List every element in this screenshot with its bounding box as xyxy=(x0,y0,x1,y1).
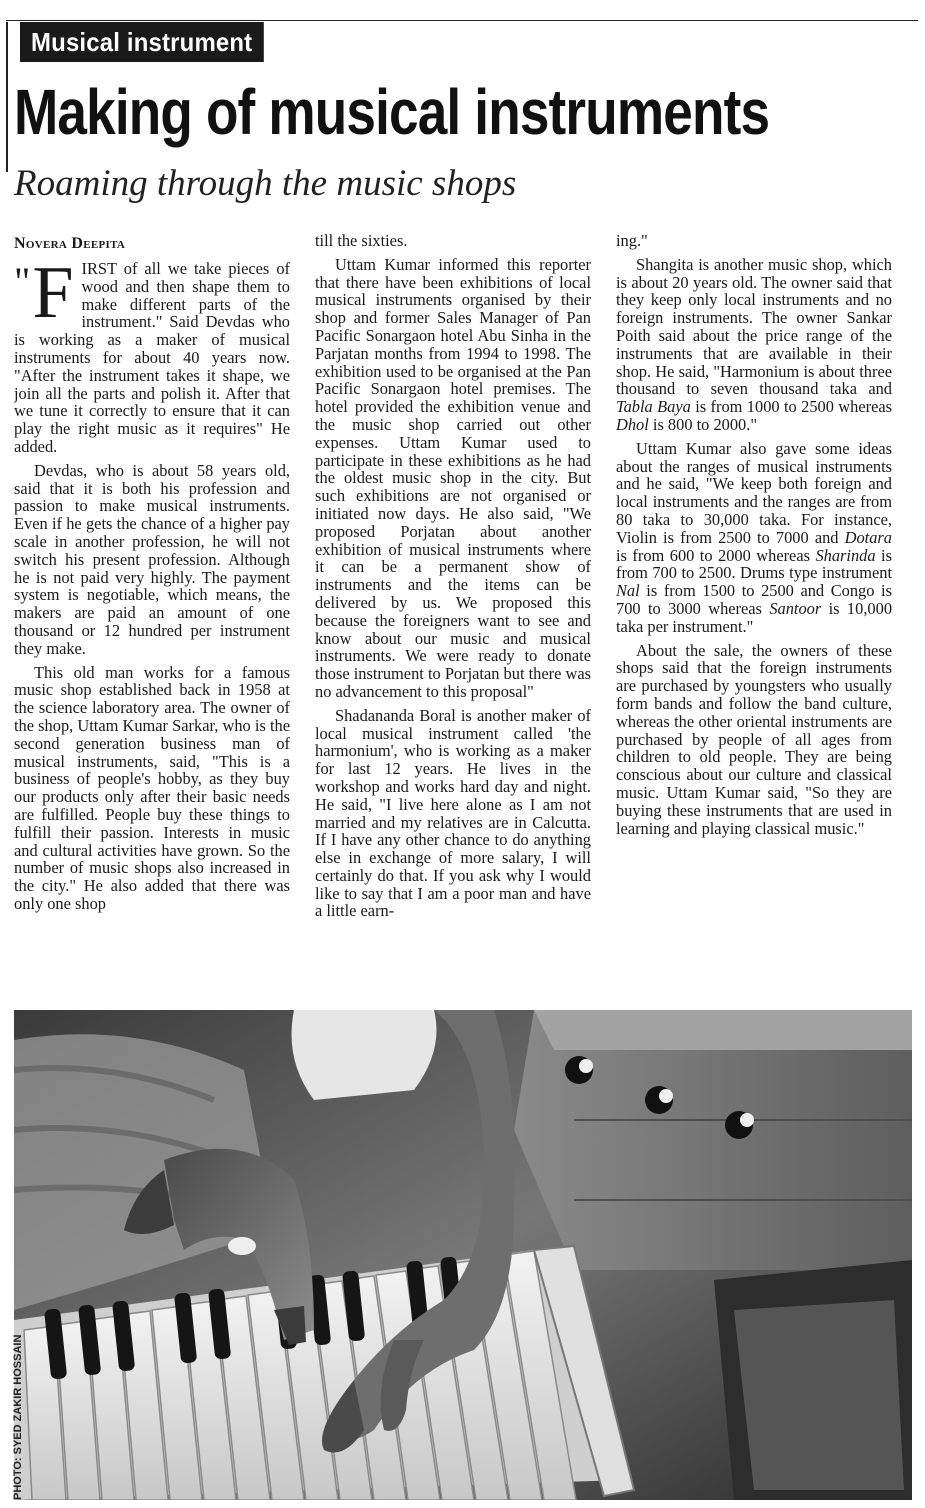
byline: Novera Deepita xyxy=(14,235,126,252)
paragraph-text: Uttam Kumar also gave some ideas about the ranges of musical instruments and he said, "We keep both foreign and local instruments and the ranges are from 80 taka to 30,000 taka. For instance, Violin is from 2500 to 7000 and xyxy=(616,438,892,547)
drop-cap: F xyxy=(32,252,74,334)
article-paragraph xyxy=(14,252,290,456)
instrument-name: Nal xyxy=(616,581,640,601)
photo-credit xyxy=(0,1330,24,1500)
article-paragraph: Devdas, who is about 58 years old, said that it is both his profession and passion to make musical instruments. Even if he gets the chance of a higher pay scale in another profession, he will not switch his present profession. Although he is not paid very highly. The payment system is negotiable, which means, the makers are paid an amount of one thousand or 12 hundred per instrument they make. xyxy=(14,460,290,658)
instrument-name: Santoor xyxy=(769,598,822,618)
article-paragraph: About the sale, the owners of these shops said that the foreign instruments are purchased by youngsters who usually form bands and follow the band culture, whereas the other oriental instruments are purchased by people of all ages from children to old people. They are being conscious about our culture and classical music. Uttam Kumar said, "So they are buying these instruments that are used in learning and playing classical music." xyxy=(616,640,892,838)
paragraph-text: is 10,000 taka per instrument." xyxy=(616,598,892,636)
article-paragraph xyxy=(616,440,892,636)
instrument-name: Dhol xyxy=(616,414,649,434)
article-column-3 xyxy=(616,232,892,1012)
article-paragraph-continued: ing." xyxy=(616,232,648,250)
paragraph-text: is from 700 to 2500. Drums type instrument xyxy=(616,545,892,583)
subheadline: Roaming through the music shops xyxy=(14,163,517,204)
paragraph-text: Shangita is another music shop, which is about 20 years old. The owner said that they keep only local instruments and no foreign instruments. The owner Sankar Poith said about the price range of the instruments that are available in their shop. He said, "Harmonium is about three thousand to seven thousand taka and xyxy=(616,254,892,399)
harmonium-illustration xyxy=(14,1010,912,1500)
article-paragraph: Shadananda Boral is another maker of local musical instrument called 'the harmonium', who is working as a maker for last 12 years. He lives in the workshop and works hard day and night. He said, "I live here alone as I am not married and my relatives are in Calcutta. If I have any other chance to do anything else in exchange of more salary, I will certainly do that. If you ask why I would like to say that I am a poor man and have a little earn- xyxy=(315,705,591,921)
headline: Making of musical instruments xyxy=(14,76,770,148)
page-rule-left xyxy=(6,22,8,172)
photo-credit-text: PHOTO: SYED ZAKIR HOSSAIN xyxy=(12,1334,24,1500)
page-rule-top xyxy=(6,20,918,21)
article-column-2 xyxy=(315,232,591,1012)
article-paragraph xyxy=(616,256,892,434)
section-label: Musical instrument xyxy=(20,22,263,62)
instrument-name: Dotara xyxy=(844,527,892,547)
paragraph-text: is 800 to 2000." xyxy=(648,414,758,434)
paragraph-text: is from 1500 to 2500 and Congo is 700 to 3000 whereas xyxy=(616,581,892,618)
article-paragraph-continued: till the sixties. xyxy=(315,232,408,250)
harmonium-photo xyxy=(14,1010,912,1500)
article-paragraph: This old man works for a famous music shop established back in 1958 at the science laboratory area. The owner of the shop, Uttam Kumar Sarkar, who is the second generation business man of musical instruments, said, "This is a business of people's hobby, as they buy our products only after their basic needs are fulfilled. People buy these things to fulfill their passion. Interests in music and cultural activities have grown. So the number of music shops also increased in the city." He also added that there was only one shop xyxy=(14,662,290,913)
article-paragraph: Uttam Kumar informed this reporter that there have been exhibitions of local musical instruments organised by their shop and former Sales Manager of Pan Pacific Sonargaon hotel Abu Sinha in the Parjatan months from 1994 to 1998. The exhibition used to be organised at the Pan Pacific Sonargaon hotel premises. The hotel provided the exhibition venue and the music shop carried out other expenses. Uttam Kumar used to participate in these exhibitions as he had the oldest music shop in the city. But such exhibitions are not organised or initiated now days. He also said, "We proposed Porjatan about another exhibition of musical instruments where it can be a permanent show of instruments and the items can be delivered by us. We proposed this because the foreigners want to see and know about our music and musical instruments. We were ready to donate those instrument to Porjatan but there was no advancement to this proposal" xyxy=(315,254,591,701)
article-column-1 xyxy=(14,232,290,1012)
paragraph-text: is from 1000 to 2500 whereas xyxy=(690,397,892,417)
paragraph-text: is from 600 to 2000 whereas xyxy=(616,545,816,565)
paragraph-text: IRST of all we take pieces of wood and then shape them to make different parts of the instrument." Said Devdas who is working as a maker of musical instruments for about 40 years now. "After the instrument takes it shape, we join all the parts and polish it. After that we tune it correctly to ensure that it can play the right music as it requires" He added. xyxy=(14,259,290,456)
instrument-name: Tabla Baya xyxy=(616,397,691,417)
drop-quote: " xyxy=(14,259,31,304)
instrument-name: Sharinda xyxy=(815,545,876,565)
